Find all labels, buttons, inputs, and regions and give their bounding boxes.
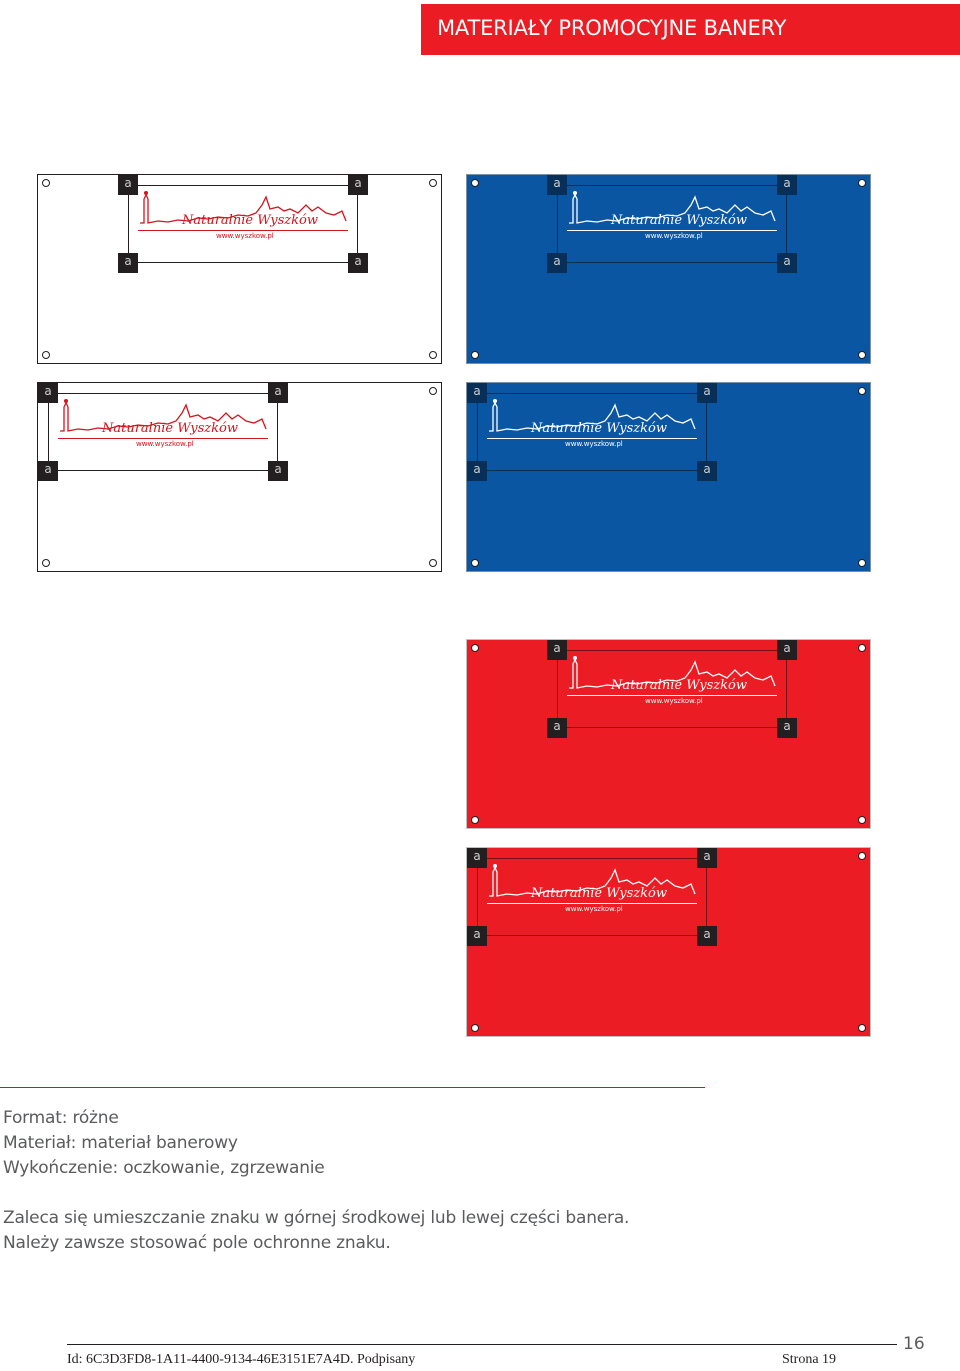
corner-mark: a bbox=[268, 383, 288, 403]
footer-document-id: Id: 6C3D3FD8-1A11-4400-9134-46E3151E7A4D. Podpisany bbox=[67, 1352, 416, 1367]
logo-name: Naturalnie Wyszków bbox=[611, 213, 747, 228]
page-title-part1: MATERIAŁY PROMOCYJNE bbox=[437, 16, 698, 40]
corner-mark: a bbox=[777, 253, 797, 273]
city-logo bbox=[567, 185, 777, 243]
banner-red-left bbox=[466, 847, 871, 1037]
corner-mark: a bbox=[348, 253, 368, 273]
corner-mark: a bbox=[547, 175, 567, 195]
city-logo bbox=[58, 393, 268, 451]
grommet-icon bbox=[471, 179, 479, 187]
banner-white-center bbox=[37, 174, 442, 364]
spec-format: Format: różne bbox=[3, 1108, 119, 1128]
corner-mark: a bbox=[268, 461, 288, 481]
grommet-icon bbox=[858, 559, 866, 567]
city-logo bbox=[487, 393, 697, 451]
spec-note-placement: Zaleca się umieszczanie znaku w górnej środkowej lub lewej części banera. bbox=[3, 1208, 630, 1228]
corner-mark: a bbox=[467, 383, 487, 403]
page-title-part2: BANERY bbox=[703, 16, 787, 40]
logo-underline bbox=[58, 438, 268, 439]
grommet-icon bbox=[429, 387, 437, 395]
grommet-icon bbox=[858, 852, 866, 860]
corner-mark: a bbox=[467, 848, 487, 868]
city-logo bbox=[138, 185, 348, 243]
grommet-icon bbox=[429, 559, 437, 567]
logo-block bbox=[467, 848, 717, 946]
logo-name: Naturalnie Wyszków bbox=[611, 678, 747, 693]
banner-blue-center bbox=[466, 174, 871, 364]
spec-finish: Wykończenie: oczkowanie, zgrzewanie bbox=[3, 1158, 325, 1178]
corner-mark: a bbox=[697, 383, 717, 403]
corner-mark: a bbox=[777, 175, 797, 195]
logo-block bbox=[467, 383, 717, 481]
corner-mark: a bbox=[467, 461, 487, 481]
header-bar bbox=[421, 4, 960, 55]
grommet-icon bbox=[858, 816, 866, 824]
logo-block bbox=[547, 175, 797, 273]
logo-underline bbox=[487, 438, 697, 439]
grommet-icon bbox=[471, 559, 479, 567]
logo-url: www.wyszkow.pl bbox=[645, 232, 703, 240]
grommet-icon bbox=[858, 1024, 866, 1032]
banner-blue-left bbox=[466, 382, 871, 572]
page-title bbox=[437, 16, 786, 40]
grommet-icon bbox=[471, 644, 479, 652]
logo-name: Naturalnie Wyszków bbox=[531, 421, 667, 436]
corner-mark: a bbox=[547, 253, 567, 273]
logo-underline bbox=[567, 230, 777, 231]
grommet-icon bbox=[429, 179, 437, 187]
logo-underline bbox=[487, 903, 697, 904]
logo-block bbox=[118, 175, 368, 273]
footer-page-label: Strona 19 bbox=[782, 1352, 837, 1367]
logo-url: www.wyszkow.pl bbox=[645, 697, 703, 705]
corner-mark: a bbox=[118, 175, 138, 195]
corner-mark: a bbox=[697, 926, 717, 946]
grommet-icon bbox=[858, 179, 866, 187]
banner-red-center bbox=[466, 639, 871, 829]
grommet-icon bbox=[42, 351, 50, 359]
logo-underline bbox=[138, 230, 348, 231]
logo-url: www.wyszkow.pl bbox=[136, 440, 194, 448]
grommet-icon bbox=[471, 816, 479, 824]
corner-mark: a bbox=[777, 640, 797, 660]
grommet-icon bbox=[42, 179, 50, 187]
grommet-icon bbox=[429, 351, 437, 359]
logo-url: www.wyszkow.pl bbox=[565, 440, 623, 448]
logo-block bbox=[38, 383, 288, 481]
city-logo bbox=[567, 650, 777, 708]
corner-mark: a bbox=[697, 461, 717, 481]
spec-material: Materiał: materiał banerowy bbox=[3, 1133, 238, 1153]
corner-mark: a bbox=[348, 175, 368, 195]
logo-underline bbox=[567, 695, 777, 696]
logo-name: Naturalnie Wyszków bbox=[102, 421, 238, 436]
corner-mark: a bbox=[467, 926, 487, 946]
corner-mark: a bbox=[38, 383, 58, 403]
grommet-icon bbox=[471, 1024, 479, 1032]
city-logo bbox=[487, 858, 697, 916]
logo-block bbox=[547, 640, 797, 738]
grommet-icon bbox=[858, 387, 866, 395]
footer-divider bbox=[67, 1344, 897, 1345]
spec-note-protective-field: Należy zawsze stosować pole ochronne znaku. bbox=[3, 1233, 391, 1253]
grommet-icon bbox=[858, 644, 866, 652]
logo-name: Naturalnie Wyszków bbox=[182, 213, 318, 228]
grommet-icon bbox=[471, 351, 479, 359]
page-number: 16 bbox=[903, 1334, 925, 1354]
grommet-icon bbox=[858, 351, 866, 359]
logo-url: www.wyszkow.pl bbox=[565, 905, 623, 913]
corner-mark: a bbox=[547, 640, 567, 660]
banner-white-left bbox=[37, 382, 442, 572]
corner-mark: a bbox=[777, 718, 797, 738]
corner-mark: a bbox=[547, 718, 567, 738]
logo-name: Naturalnie Wyszków bbox=[531, 886, 667, 901]
logo-url: www.wyszkow.pl bbox=[216, 232, 274, 240]
corner-mark: a bbox=[38, 461, 58, 481]
corner-mark: a bbox=[118, 253, 138, 273]
grommet-icon bbox=[42, 559, 50, 567]
corner-mark: a bbox=[697, 848, 717, 868]
section-divider bbox=[0, 1087, 705, 1088]
